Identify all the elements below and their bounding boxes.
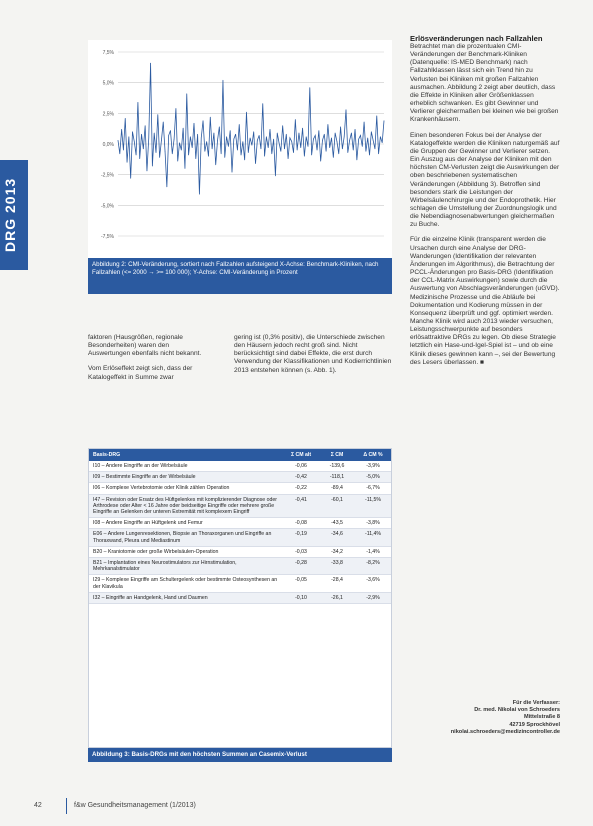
data-point [123,150,124,151]
table-cell: -0,03 [295,548,307,555]
data-point [355,129,356,130]
data-point [158,114,159,115]
data-point [224,157,225,158]
table-cell: -139,6 [329,463,345,469]
y-tick-label: 7,5% [102,50,114,56]
data-point [295,119,296,120]
table-cell: -43,5 [331,520,343,527]
data-point [286,134,287,135]
right-paragraph: Betrachtet man die prozentualen CMI-Veränderungen der Benchmark-Kliniken (Datenquelle: IS-MED Benchmark) nach Fallzahlklassen lässt sich ein Trend hin zu Verlusten bei Kliniken mit großen Fallzahlen ausmachen. Abbildung 2 zeigt aber deutlich, dass die Effekte in Kliniken aller Größenklassen erheblich schwanken. Es gibt Gewinner und Verlierer gleichermaßen bei kleinen wie bei großen Krankenhäusern. [410,43,559,124]
data-point [203,120,204,121]
left-column [88,334,204,389]
data-point [168,135,169,136]
data-point [176,108,177,109]
data-point [268,147,269,148]
data-point [266,136,267,137]
data-point [342,149,343,150]
data-point [177,161,178,162]
data-point [183,128,184,129]
table-cell: I09 – Bestimmte Eingriffe an der Wirbelsäule [93,474,196,481]
data-point [143,149,144,150]
data-point [212,149,213,150]
data-point [167,187,168,188]
section-heading: Erlösveränderungen nach Fallzahlen [410,34,543,43]
data-point [270,129,271,130]
data-point [353,150,354,151]
y-tick-label: 0,0% [102,142,114,148]
header-cell: Basis-DRG [93,451,121,458]
data-point [302,128,303,129]
data-point [376,115,377,116]
data-point [152,166,153,167]
table-cell: -3,9% [366,463,380,469]
data-point [373,140,374,141]
data-point [165,151,166,152]
data-point [226,136,227,137]
data-point [208,156,209,157]
data-point [141,134,142,135]
table-cell: -118,1 [329,474,345,481]
data-point [156,152,157,153]
data-point [366,151,367,152]
data-point [375,149,376,150]
data-point [228,146,229,147]
data-point [246,112,247,113]
table-cell: -0,28 [295,560,307,567]
data-point [281,151,282,152]
data-point [205,151,206,152]
data-point [358,139,359,140]
table-row [89,529,391,546]
data-point [333,157,334,158]
data-point [362,146,363,147]
data-point [291,141,292,142]
data-point [384,120,385,121]
data-point [174,139,175,140]
data-point [290,138,291,139]
data-point [253,131,254,132]
table-cell: -3,6% [366,577,380,584]
table-row [89,558,391,575]
data-point [196,158,197,159]
header-cell: Σ CM [330,451,344,458]
data-point [138,102,139,103]
data-point [277,133,278,134]
data-point [288,158,289,159]
left-paragraph: faktoren (Hausgrößen, regionale Besonderheiten) waren den Auswertungen ebenfalls nicht bekannt. [88,334,202,358]
data-point [206,141,207,142]
data-point [308,146,309,147]
data-point [369,155,370,156]
y-tick-label: 5,0% [102,80,114,87]
table-caption: Abbildung 3: Basis-DRGs mit den höchsten Summen an Casemix-Verlust [88,748,392,762]
table-row [89,461,391,472]
data-point [319,130,320,131]
table-row [89,472,391,483]
data-point [163,122,164,123]
table-cell: -0,05 [295,577,307,584]
data-point [335,133,336,134]
table-cell: -2,9% [366,594,380,601]
data-point [244,160,245,161]
data-point [311,155,312,156]
middle-column [234,334,392,382]
data-point [190,136,191,137]
data-point [217,140,218,141]
data-point [161,140,162,141]
table-cell: -28,4 [331,577,343,584]
data-point [181,150,182,151]
data-point [351,133,352,134]
data-point [127,162,128,163]
table-row [89,593,391,604]
data-point [357,160,358,161]
data-point [250,138,251,139]
data-point [132,131,133,132]
data-point [300,147,301,148]
page-number: 42 [34,802,42,809]
data-point [261,149,262,150]
data-point [197,134,198,135]
table-cell: -11,5% [364,496,382,503]
table-row [89,518,391,529]
data-point [136,155,137,156]
table-cell: -8,2% [366,560,380,567]
table-header [89,449,391,461]
table-cell: -60,1 [331,496,343,503]
data-point [279,142,280,143]
data-point [344,136,345,137]
table-row [89,575,391,592]
sidebar-label: DRG 2013 [2,177,18,253]
table-cell: -33,8 [331,560,343,567]
table-cell: E06 – Andere Lungenresektionen, Biopsie an Thoraxorganen und Eingriffe an Thoraxwand, Pleura und Mediastinum [93,531,272,544]
data-point [239,124,240,125]
data-point [252,145,253,146]
author-line: nikolai.schroeders@medizincontroller.de [450,728,560,735]
data-point [221,154,222,155]
table-cell: I08 – Andere Eingriffe an Hüftgelenk und Femur [93,520,203,527]
data-point [118,140,119,141]
data-point [139,158,140,159]
table-row [89,483,391,494]
data-point [170,130,171,131]
data-point [273,139,274,140]
data-point [282,125,283,126]
data-point [382,142,383,143]
data-point [284,149,285,150]
data-point [310,87,311,88]
data-point [120,154,121,155]
data-point [255,163,256,164]
data-point [150,63,151,64]
data-point [378,154,379,155]
data-point [348,152,349,153]
data-point [304,156,305,157]
drg-table [88,448,392,748]
data-point [199,194,200,195]
data-point [194,123,195,124]
data-point [371,131,372,132]
y-tick-label: -2,5% [100,172,114,179]
left-paragraph: Vom Erlöseffekt zeigt sich, dass der Katalogeffekt in Summe zwar [88,365,193,381]
section-sidebar [0,160,28,270]
figure-caption: Abbildung 2: CMI-Veränderung, sortiert nach Fallzahlen aufsteigend X-Achse: Benchmark-Kliniken, nach Fallzahlen (<= 2000 → >= 100 000); Y-Achse: CMI-Veränderung in Prozent [88,258,392,294]
data-point [264,156,265,157]
data-point [349,140,350,141]
data-point [210,117,211,118]
table-row [89,495,391,519]
data-point [159,157,160,158]
author-line: Mittelstraße 8 [523,714,560,721]
data-point [215,165,216,166]
data-point [145,125,146,126]
data-point [201,138,202,139]
table-cell: I32 – Eingriffe an Handgelenk, Hand und Daumen [93,594,208,601]
data-point [262,103,263,104]
table-cell: B21 – Implantation eines Neurostimulators zur Hirnstimulation, Mehrkanalstimulator [93,560,237,573]
table-cell: -0,19 [295,531,307,538]
data-point [230,130,231,131]
data-point [223,80,224,81]
table-cell: -0,08 [295,520,307,527]
table-cell: -34,6 [331,531,343,538]
data-point [338,154,339,155]
header-cell: Δ CM % [363,451,383,458]
table-cell: I06 – Komplexe Vertebrotomie oder Klinik zählen Operation [93,485,230,492]
data-point [125,118,126,119]
data-point [320,161,321,162]
data-point [147,171,148,172]
right-paragraph: Für die einzelne Klinik (transparent werden die Ursachen durch eine Analyse der DRG-Wanderungen (Identifikation der relevanten Änderungen im Algorithmus), die Betrachtung der PCCL-Änderungen pro Basis-DRG (Identifikation der CCL-Matrix Auswirkungen) sowie durch die Auswertung von Abschlagsveränderungen (uGVD). Medizinische Prozesse und die Abläufe bei Dokumentation und Kodierung müssen in der Konsequenz überprüft und ggf. optimiert werden. Manche Klinik wird auch 2013 wieder versuchen, Leistungsschwerpunkte auf besonders erlösattraktive DRGs zu legen. Ob diese Strategie letztlich ein Hase-und-Igel-Spiel ist – und ob eine Klinik dieses gewinnen kann –, sei der Bewertung des Lesers überlassen. ■ [410,236,560,366]
table-cell: I47 – Revision oder Ersatz des Hüftgelenkes mit komplizierender Diagnose oder Arthrodese oder Alter < 16 Jahre oder beidseitige Eingriffe oder mehrere große Eingriffe an Gelenken der unteren Extremität mit komplexem Eingriff [93,496,277,516]
data-point [129,136,130,137]
data-point [237,150,238,151]
header-cell: Σ CM alt [290,451,312,458]
data-point [243,141,244,142]
y-tick-label: 2,5% [102,111,114,118]
data-point [329,147,330,148]
data-point [315,135,316,136]
table-cell: -0,06 [295,463,307,469]
data-point [257,140,258,141]
data-point [340,127,341,128]
table-cell: -26,1 [331,594,343,601]
data-point [331,138,332,139]
data-point [299,133,300,134]
table-cell: -0,22 [295,485,307,492]
data-point [219,127,220,128]
data-point [214,133,215,134]
table-cell: I29 – Komplexe Eingriffe am Schultergelenk oder bestimmte Osteosynthesen an der Klavikula [93,577,278,590]
data-point [322,140,323,141]
table-cell: -3,8% [366,520,380,527]
data-point [172,154,173,155]
data-point [324,134,325,135]
table-cell: -6,7% [366,485,380,492]
data-point [186,93,187,94]
footer-divider [66,798,67,814]
right-column [410,34,560,374]
data-point [317,150,318,151]
data-point [364,122,365,123]
y-tick-label: -7,5% [100,234,114,240]
data-point [306,136,307,137]
table-body [89,461,391,604]
data-point [313,139,314,140]
data-point [380,136,381,137]
middle-paragraph: gering ist (0,3% positiv), die Unterschiede zwischen den Häusern jedoch recht groß sind. Nicht berücksichtigt sind dabei Effekte, die erst durch Verwendung der Klassifikationen und Kodierrichtlinien 2013 entstehen können (s. Abb. 1). [234,334,392,374]
data-point [367,138,368,139]
table-cell: -1,4% [366,548,380,555]
data-point [235,134,236,135]
data-point [337,141,338,142]
data-point [192,147,193,148]
table-cell: -5,0% [366,474,380,481]
table-cell: I10 – Andere Eingriffe an der Wirbelsäule [93,463,188,469]
data-point [134,141,135,142]
table-cell: -89,4 [331,485,343,492]
author-line: 42719 Sprockhövel [509,721,560,728]
data-point [346,109,347,110]
table-cell: -34,2 [331,548,343,555]
data-point [248,152,249,153]
data-point [328,124,329,125]
data-point [130,178,131,179]
data-point [275,176,276,177]
data-point [148,138,149,139]
data-point [272,154,273,155]
table-cell: -0,42 [295,474,307,481]
cmi-chart [88,40,392,258]
data-point [232,172,233,173]
table-cell: -0,10 [295,594,307,601]
data-point [234,139,235,140]
data-point [188,155,189,156]
table-cell: -11,4% [364,531,382,538]
journal-name: f&w Gesundheitsmanagement (1/2013) [74,802,196,809]
data-point [259,135,260,136]
table-cell: -0,41 [295,496,307,503]
author-line: Dr. med. Nikolai von Schroeders [474,707,560,714]
table-row [89,547,391,558]
author-line: Für die Verfasser: [512,700,560,706]
data-point [360,135,361,136]
author-block [410,700,560,736]
data-point [241,155,242,156]
table-cell: B20 – Kraniotomie oder große Wirbelsäulen-Operation [93,548,219,555]
data-point [154,133,155,134]
data-point [293,152,294,153]
chart-svg [88,40,392,258]
right-paragraph: Einen besonderen Fokus bei der Analyse der Katalogeffekte werden die Kliniken naturgemäß auf die Gruppen der Gewinner und Verlierer setzen. Ein Auszug aus der Analyse der Kliniken mit den höchsten CM-Verlusten zeigt die Auswirkungen der oben beschriebenen systematischen Veränderungen (Abbildung 3). Betroffen sind besonders stark die Leistungen der Wirbelsäulenchirurgie und der Endoprothetik. Hier schlagen die Umstellung der Zuordnungslogik und die Nebendiagnosenabwertungen gleichermaßen zu Buche. [410,131,560,229]
data-point [179,142,180,143]
data-point [297,150,298,151]
data-point [185,168,186,169]
data-point [326,151,327,152]
data-point [121,129,122,130]
y-tick-label: -5,0% [100,203,114,210]
